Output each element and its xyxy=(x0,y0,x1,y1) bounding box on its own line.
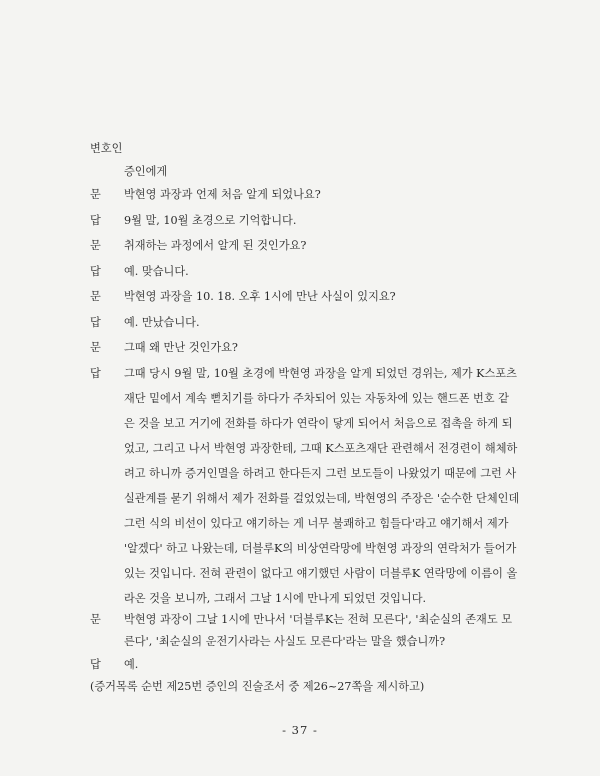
qa-line: 그때 당시 9월 말, 10월 초경에 박현영 과장을 알게 되었던 경위는, 제가 K스포츠 xyxy=(124,367,517,380)
speaker-label: 답 xyxy=(90,367,101,380)
addressee-line: 증인에게 xyxy=(124,165,168,178)
examiner-heading: 변호인 xyxy=(90,142,123,155)
qa-line: 었고, 그리고 나서 박현영 과장한테, 그때 K스포츠재단 관련해서 전경련이 해체하 xyxy=(124,442,518,455)
speaker-label: 답 xyxy=(90,658,101,671)
speaker-label: 문 xyxy=(90,341,101,354)
speaker-label: 문 xyxy=(90,239,101,252)
qa-line: 취재하는 과정에서 알게 된 것인가요? xyxy=(124,239,307,252)
speaker-label: 문 xyxy=(90,613,101,626)
speaker-label: 답 xyxy=(90,316,101,329)
speaker-label: 답 xyxy=(90,265,101,278)
qa-line: 예. xyxy=(124,658,139,671)
qa-line: 박현영 과장이 그날 1시에 만나서 '더블루K는 전혀 모른다', '최순실의 존재도 모 xyxy=(124,613,513,626)
qa-line: 예. 만났습니다. xyxy=(124,316,200,329)
qa-line: 라온 것을 보니까, 그래서 그날 1시에 만나게 되었던 것입니다. xyxy=(124,592,427,605)
qa-line: 재단 밑에서 계속 뻗치기를 하다가 주차되어 있는 자동차에 있는 핸드폰 번호 같 xyxy=(124,392,509,405)
qa-line: 박현영 과장과 언제 처음 알게 되었나요? xyxy=(124,188,321,201)
qa-line: '알겠다' 하고 나왔는데, 더블루K의 비상연락망에 박현영 과장의 연락처가 들어가 xyxy=(124,542,517,555)
qa-line: 은 것을 보고 거기에 전화를 하다가 연락이 닿게 되어서 처음으로 접촉을 하게 되 xyxy=(124,417,513,430)
qa-line: 9월 말, 10월 초경으로 기억합니다. xyxy=(124,214,297,227)
evidence-note: (증거목록 순번 제25번 증인의 진술조서 중 제26~27쪽을 제시하고) xyxy=(90,680,425,693)
speaker-label: 문 xyxy=(90,290,101,303)
speaker-label: 문 xyxy=(90,188,101,201)
qa-line: 그때 왜 만난 것인가요? xyxy=(124,341,238,354)
qa-line: 박현영 과장을 10. 18. 오후 1시에 만난 사실이 있지요? xyxy=(124,290,396,303)
page-number: - 37 - xyxy=(282,723,318,737)
qa-line: 실관계를 묻기 위해서 제가 전화를 걸었었는데, 박현영의 주장은 '순수한 단체인데 xyxy=(124,492,520,505)
speaker-label: 답 xyxy=(90,214,101,227)
qa-line: 예. 맞습니다. xyxy=(124,265,189,278)
qa-line: 려고 하니까 증거인멸을 하려고 한다든지 그런 보도들이 나왔었기 때문에 그런 사 xyxy=(124,467,517,480)
qa-line: 른다', '최순실의 운전기사라는 사실도 모른다'라는 말을 했습니까? xyxy=(124,635,446,648)
qa-line: 그런 식의 비선이 있다고 얘기하는 게 너무 불쾌하고 힘들다'라고 얘기해서 제가 xyxy=(124,517,509,530)
qa-line: 있는 것입니다. 전혀 관련이 없다고 얘기했던 사람이 더블루K 연락망에 이름이 올 xyxy=(124,567,518,580)
